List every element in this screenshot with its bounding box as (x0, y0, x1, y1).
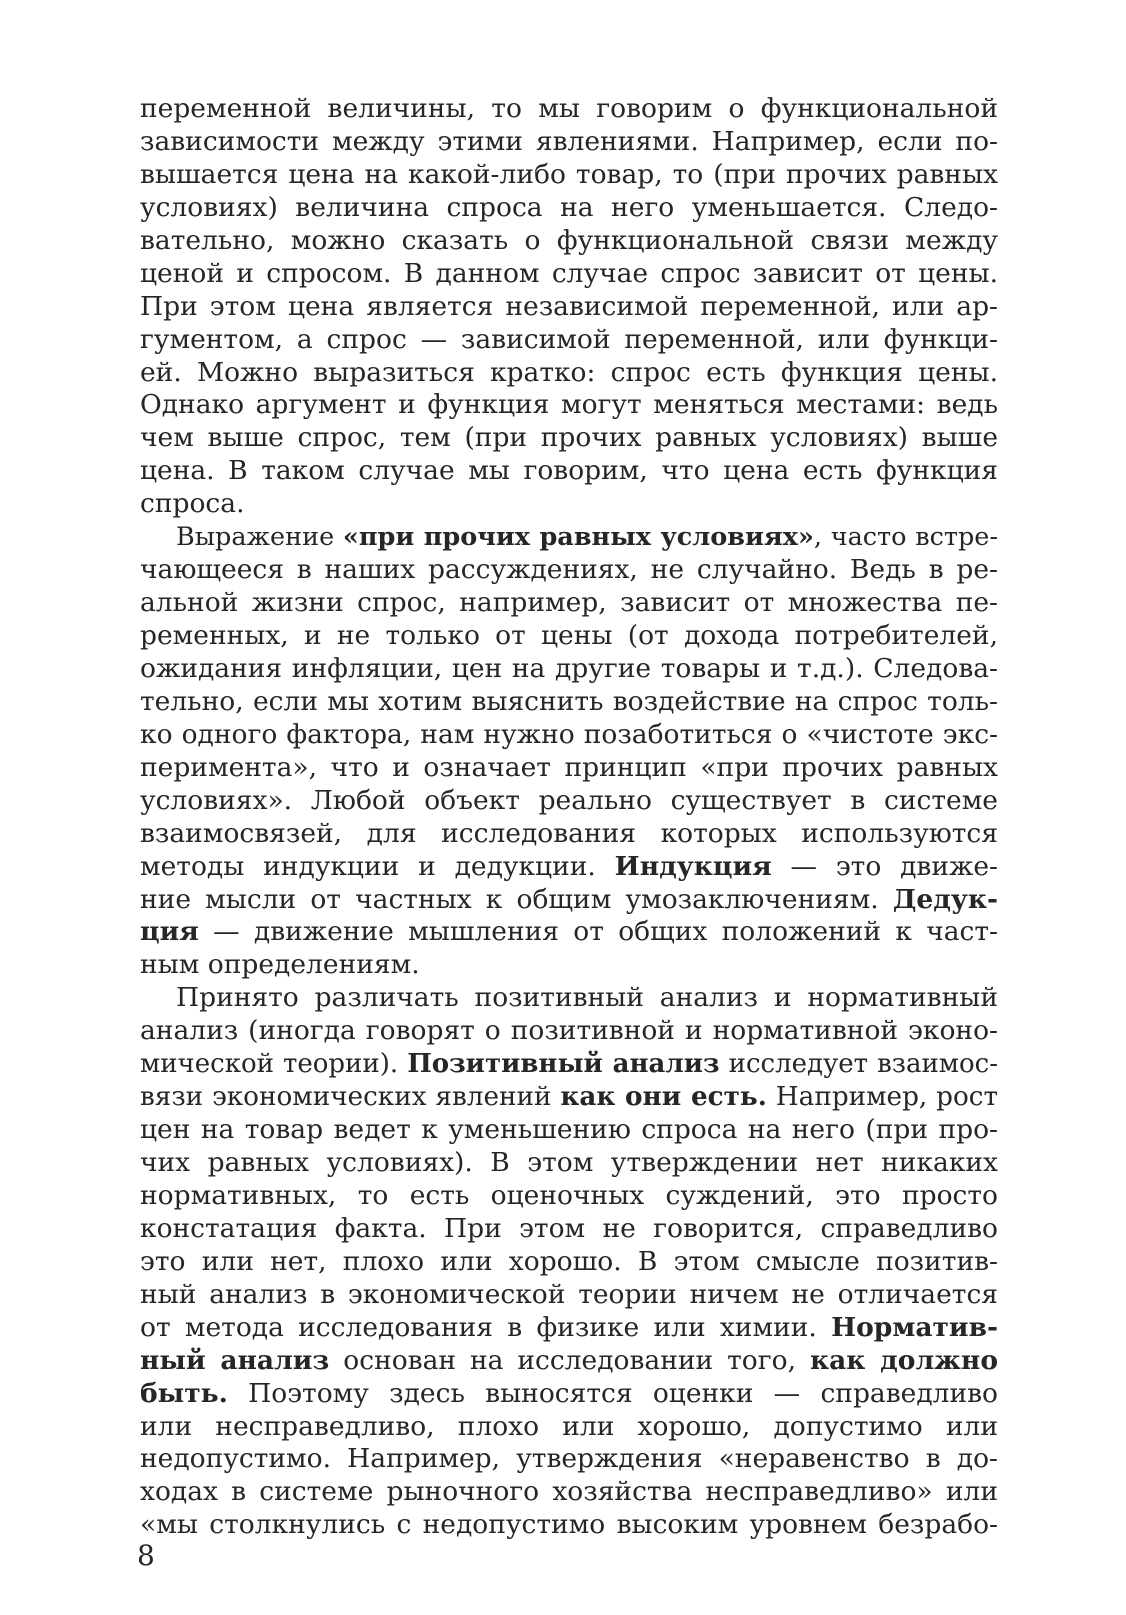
text-run: основан на исследовании того, (329, 1344, 810, 1376)
text-run: исследует взаимос- (719, 1049, 998, 1080)
text-line: ходах в системе рыночного хозяйства несправедливо» или (140, 1476, 998, 1508)
text-line: цена. В таком случае мы говорим, что цена есть функция (140, 455, 998, 487)
bold-term: «при прочих равных условиях» (342, 522, 814, 553)
text-line (140, 1345, 998, 1378)
text-line: вательно, можно сказать о функциональной связи между (140, 224, 998, 256)
text-line: условиях) величина спроса на него уменьшается. Следо- (140, 191, 998, 223)
text-run: Выражение (176, 522, 343, 553)
text-line: альной жизни спрос, например, зависит от множества пе- (140, 587, 998, 619)
text-line: или несправедливо, плохо или хорошо, допустимо или (140, 1410, 998, 1442)
text-line (140, 851, 998, 884)
text-run: вязи экономических явлений (140, 1082, 561, 1113)
text-line: анализ (иногда говорят о позитивной и нормативной эконо- (140, 1015, 998, 1047)
text-line: При этом цена является независимой переменной, или ар- (140, 290, 998, 322)
text-line: зависимости между этими явлениями. Например, если по- (140, 125, 998, 157)
bold-term: Индукция (614, 850, 772, 882)
text-run: — это движе- (771, 850, 998, 882)
text-line (140, 521, 998, 554)
text-line: перимента», что и означает принцип «при прочих равных (140, 751, 998, 783)
page-number: 8 (137, 1539, 155, 1572)
bold-term: ция (140, 916, 199, 948)
text-line (140, 1378, 998, 1411)
text-run: мической теории). (140, 1049, 408, 1080)
text-line: условиях». Любой объект реально существует в системе (140, 784, 998, 816)
text-line: чающееся в наших рассуждениях, не случайно. Ведь в ре- (140, 554, 998, 586)
text-line: это или нет, плохо или хорошо. В этом смысле позитив- (140, 1245, 998, 1277)
text-line: ременных, и не только от цены (от дохода потребителей, (140, 620, 998, 651)
text-line (140, 1081, 998, 1114)
text-line (140, 1312, 998, 1345)
text-line (140, 1048, 998, 1081)
text-line: гументом, а спрос — зависимой переменной, или функци- (140, 323, 998, 355)
bold-term: Позитивный анализ (407, 1049, 720, 1080)
bold-term: Дедук- (892, 883, 998, 915)
text-line: переменной величины, то мы говорим о функциональной (140, 93, 998, 124)
text-run: ние мысли от частных к общим умозаключениям. (140, 883, 893, 915)
text-line: ным определениям. (140, 949, 420, 981)
text-line: чем выше спрос, тем (при прочих равных условиях) выше (140, 422, 998, 454)
text-line: ей. Можно выразиться кратко: спрос есть функция цены. (140, 356, 998, 388)
text-run: Например, рост (766, 1082, 998, 1113)
text-line: спроса. (140, 488, 245, 520)
text-run: от метода исследования в физике или химии. (140, 1311, 832, 1343)
text-line: цен на товар ведет к уменьшению спроса на него (при про- (140, 1114, 998, 1146)
text-line: вышается цена на какой-либо товар, то (при прочих равных (140, 158, 998, 190)
body-text (140, 93, 998, 1542)
bold-term: ный анализ (140, 1344, 330, 1376)
paragraph (140, 521, 998, 982)
bold-term: как должно (809, 1344, 998, 1376)
text-line: чих равных условиях). В этом утверждении нет никаких (140, 1147, 998, 1178)
text-run: Поэтому здесь выносятся оценки — справедливо (227, 1377, 998, 1409)
text-line: «мы столкнулись с недопустимо высоким уровнем безрабо- (140, 1509, 998, 1541)
text-line: Принято различать позитивный анализ и нормативный (176, 982, 998, 1014)
text-line: ожидания инфляции, цен на другие товары и т.д.). Следова- (140, 652, 998, 684)
text-run: методы индукции и дедукции. (140, 850, 615, 882)
text-line: ценой и спросом. В данном случае спрос зависит от цены. (140, 257, 998, 289)
text-run: — движение мышления от общих положений к част- (198, 916, 998, 948)
text-line: тельно, если мы хотим выяснить воздействие на спрос толь- (140, 685, 998, 717)
text-line (140, 884, 998, 917)
text-line: ный анализ в экономической теории ничем не отличается (140, 1278, 998, 1310)
bold-term: Норматив- (831, 1311, 998, 1343)
text-line (140, 916, 998, 949)
bold-term: как они есть. (560, 1081, 767, 1113)
paragraph (140, 982, 998, 1542)
text-line: взаимосвязей, для исследования которых используются (140, 817, 998, 849)
text-line: недопустимо. Например, утверждения «неравенство в до- (140, 1443, 998, 1475)
text-run: , часто встре- (813, 522, 998, 553)
text-line: констатация факта. При этом не говорится, справедливо (140, 1212, 998, 1244)
text-line: нормативных, то есть оценочных суждений, это просто (140, 1179, 998, 1211)
text-line: Однако аргумент и функция могут меняться местами: ведь (140, 389, 998, 421)
text-line: ко одного фактора, нам нужно позаботиться о «чистоте экс- (140, 718, 998, 750)
paragraph (140, 93, 998, 521)
bold-term: быть. (140, 1377, 228, 1409)
